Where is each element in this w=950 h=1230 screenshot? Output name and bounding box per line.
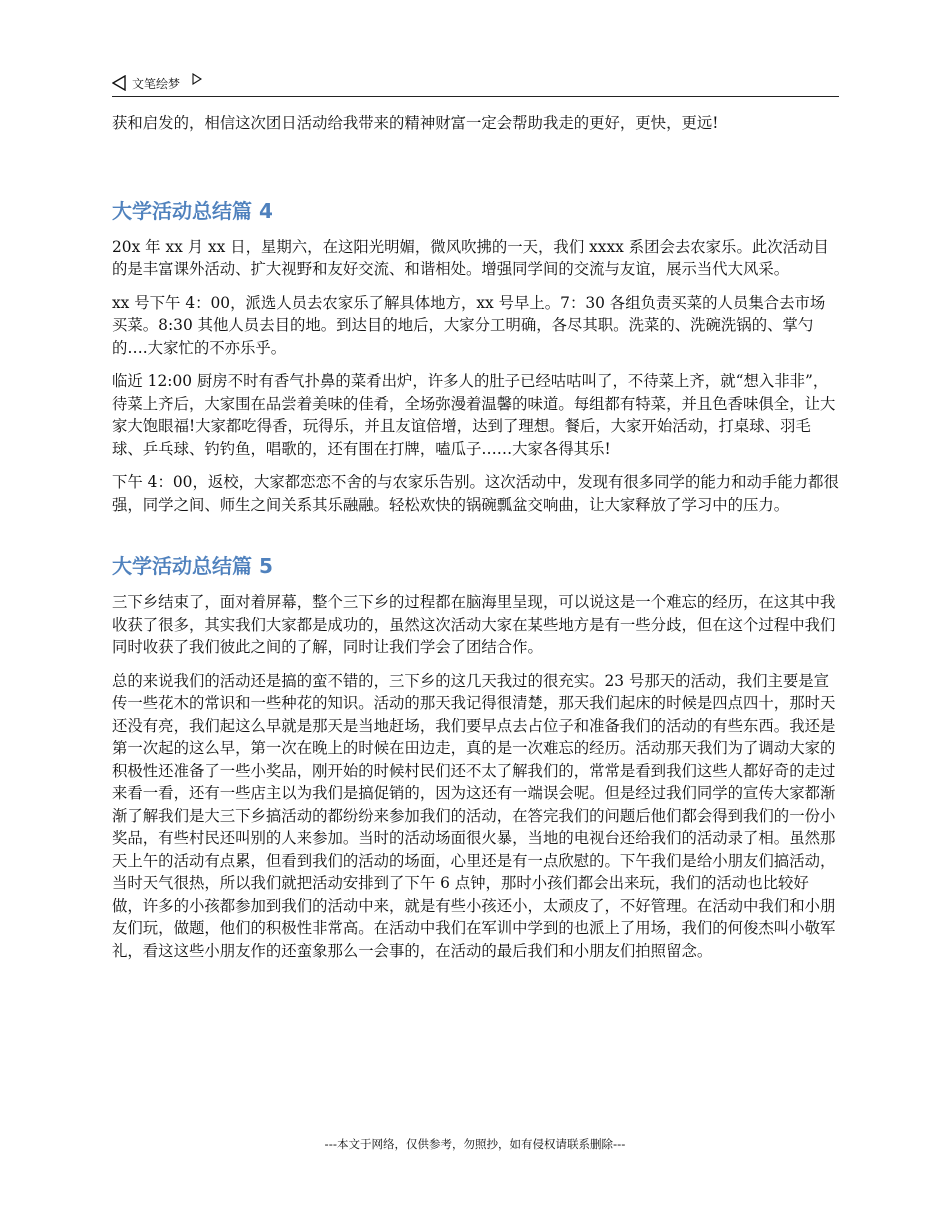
page-header <box>112 70 839 97</box>
document-body <box>112 112 839 962</box>
paragraph: 20x 年 xx 月 xx 日，星期六，在这阳光明媚，微风吹拂的一天，我们 xxxx 系团会去农家乐。此次活动目的是丰富课外活动、扩大视野和友好交流、和谐相处。增强同学间的交流与友谊，展示当代大风采。 <box>112 237 829 278</box>
page-footer: ---本文于网络，仅供参考，勿照抄，如有侵权请联系删除--- <box>324 1137 626 1151</box>
paragraph: xx 号下午 4：00，派选人员去农家乐了解具体地方，xx 号早上。7：30 各组负责买菜的人员集合去市场买菜。8:30 其他人员去目的地。到达目的地后，大家分工明确，各尽其职。洗菜的、洗碗洗锅的、掌勺的….大家忙的不亦乐乎。 <box>112 293 826 357</box>
paragraph: 总的来说我们的活动还是搞的蛮不错的，三下乡的这几天我过的很充实。23 号那天的活动，我们主要是宣传一些花木的常识和一些种花的知识。活动的那天我记得很清楚，那天我们起床的时候是四点四十，那时天还没有亮，我们起这么早就是那天是当地赶场，我们要早点去占位子和准备我们的活动的有些东西。我还是第一次起的这么早，第一次在晚上的时候在田边走，真的是一次难忘的经历。活动那天我们为了调动大家的积极性还准备了一些小奖品，刚开始的时候村民们还不太了解我们的，常常是看到我们这些人都好奇的走过来看一看，还有一些店主以为我们是搞促销的，因为这还有一端误会呢。但是经过我们同学的宣传大家都渐渐了解我们是大三下乡搞活动的都纷纷来参加我们的活动，在答完我们的问题后他们都会得到我们的一份小奖品，有些村民还叫别的人来参加。当时的活动场面很火暴，当地的电视台还给我们的活动录了相。虽然那天上午的活动有点累，但看到我们的活动的场面，心里还是有一点欣慰的。下午我们是给小朋友们搞活动，当时天气很热，所以我们就把活动安排到了下午 6 点钟，那时小孩们都会出来玩，我们的活动也比较好做，许多的小孩都参加到我们的活动中来，就是有些小孩还小，太顽皮了，不好管理。在活动中我们和小朋友们玩，做题，他们的积极性非常高。在活动中我们在军训中学到的也派上了用场，我们的何俊杰叫小敬军礼，看这这些小朋友作的还蛮象那么一会事的，在活动的最后我们和小朋友们拍照留念。 <box>112 671 836 960</box>
intro-line: 获和启发的，相信这次团日活动给我带来的精神财富一定会帮助我走的更好，更快，更远! <box>112 114 719 132</box>
paragraph: 下午 4：00，返校，大家都恋恋不舍的与农家乐告别。这次活动中，发现有很多同学的能力和动手能力都很强，同学之间、师生之间关系其乐融融。轻松欢快的锅碗瓢盆交响曲，让大家释放了学习中的压力。 <box>112 473 839 514</box>
triangle-left-icon <box>112 75 126 91</box>
triangle-right-icon <box>192 73 202 85</box>
section-title-5: 大学活动总结篇 5 <box>112 554 273 578</box>
section-title-4: 大学活动总结篇 4 <box>112 198 273 223</box>
brand-name: 文笔绘梦 <box>132 76 181 91</box>
paragraph: 三下乡结束了，面对着屏幕，整个三下乡的过程都在脑海里呈现，可以说这是一个难忘的经历，在这其中我收获了很多，其实我们大家都是成功的，虽然这次活动大家在某些地方是有一些分歧，但在这个过程中我们同时收获了我们彼此之间的了解，同时让我们学会了团结合作。 <box>112 593 836 656</box>
paragraph: 临近 12:00 厨房不时有香气扑鼻的菜肴出炉，许多人的肚子已经咕咕叫了，不待菜上齐，就“想入非非”，待菜上齐后，大家围在品尝着美味的佳肴，全场弥漫着温馨的味道。每组都有特菜，并且色香味俱全，让大家大饱眼福!大家都吃得香，玩得乐，并且友谊倍增，达到了理想。餐后，大家开始活动，打桌球、羽毛球、乒乓球、钓钓鱼，唱歌的，还有围在打牌，嗑瓜子……大家各得其乐! <box>112 372 836 458</box>
